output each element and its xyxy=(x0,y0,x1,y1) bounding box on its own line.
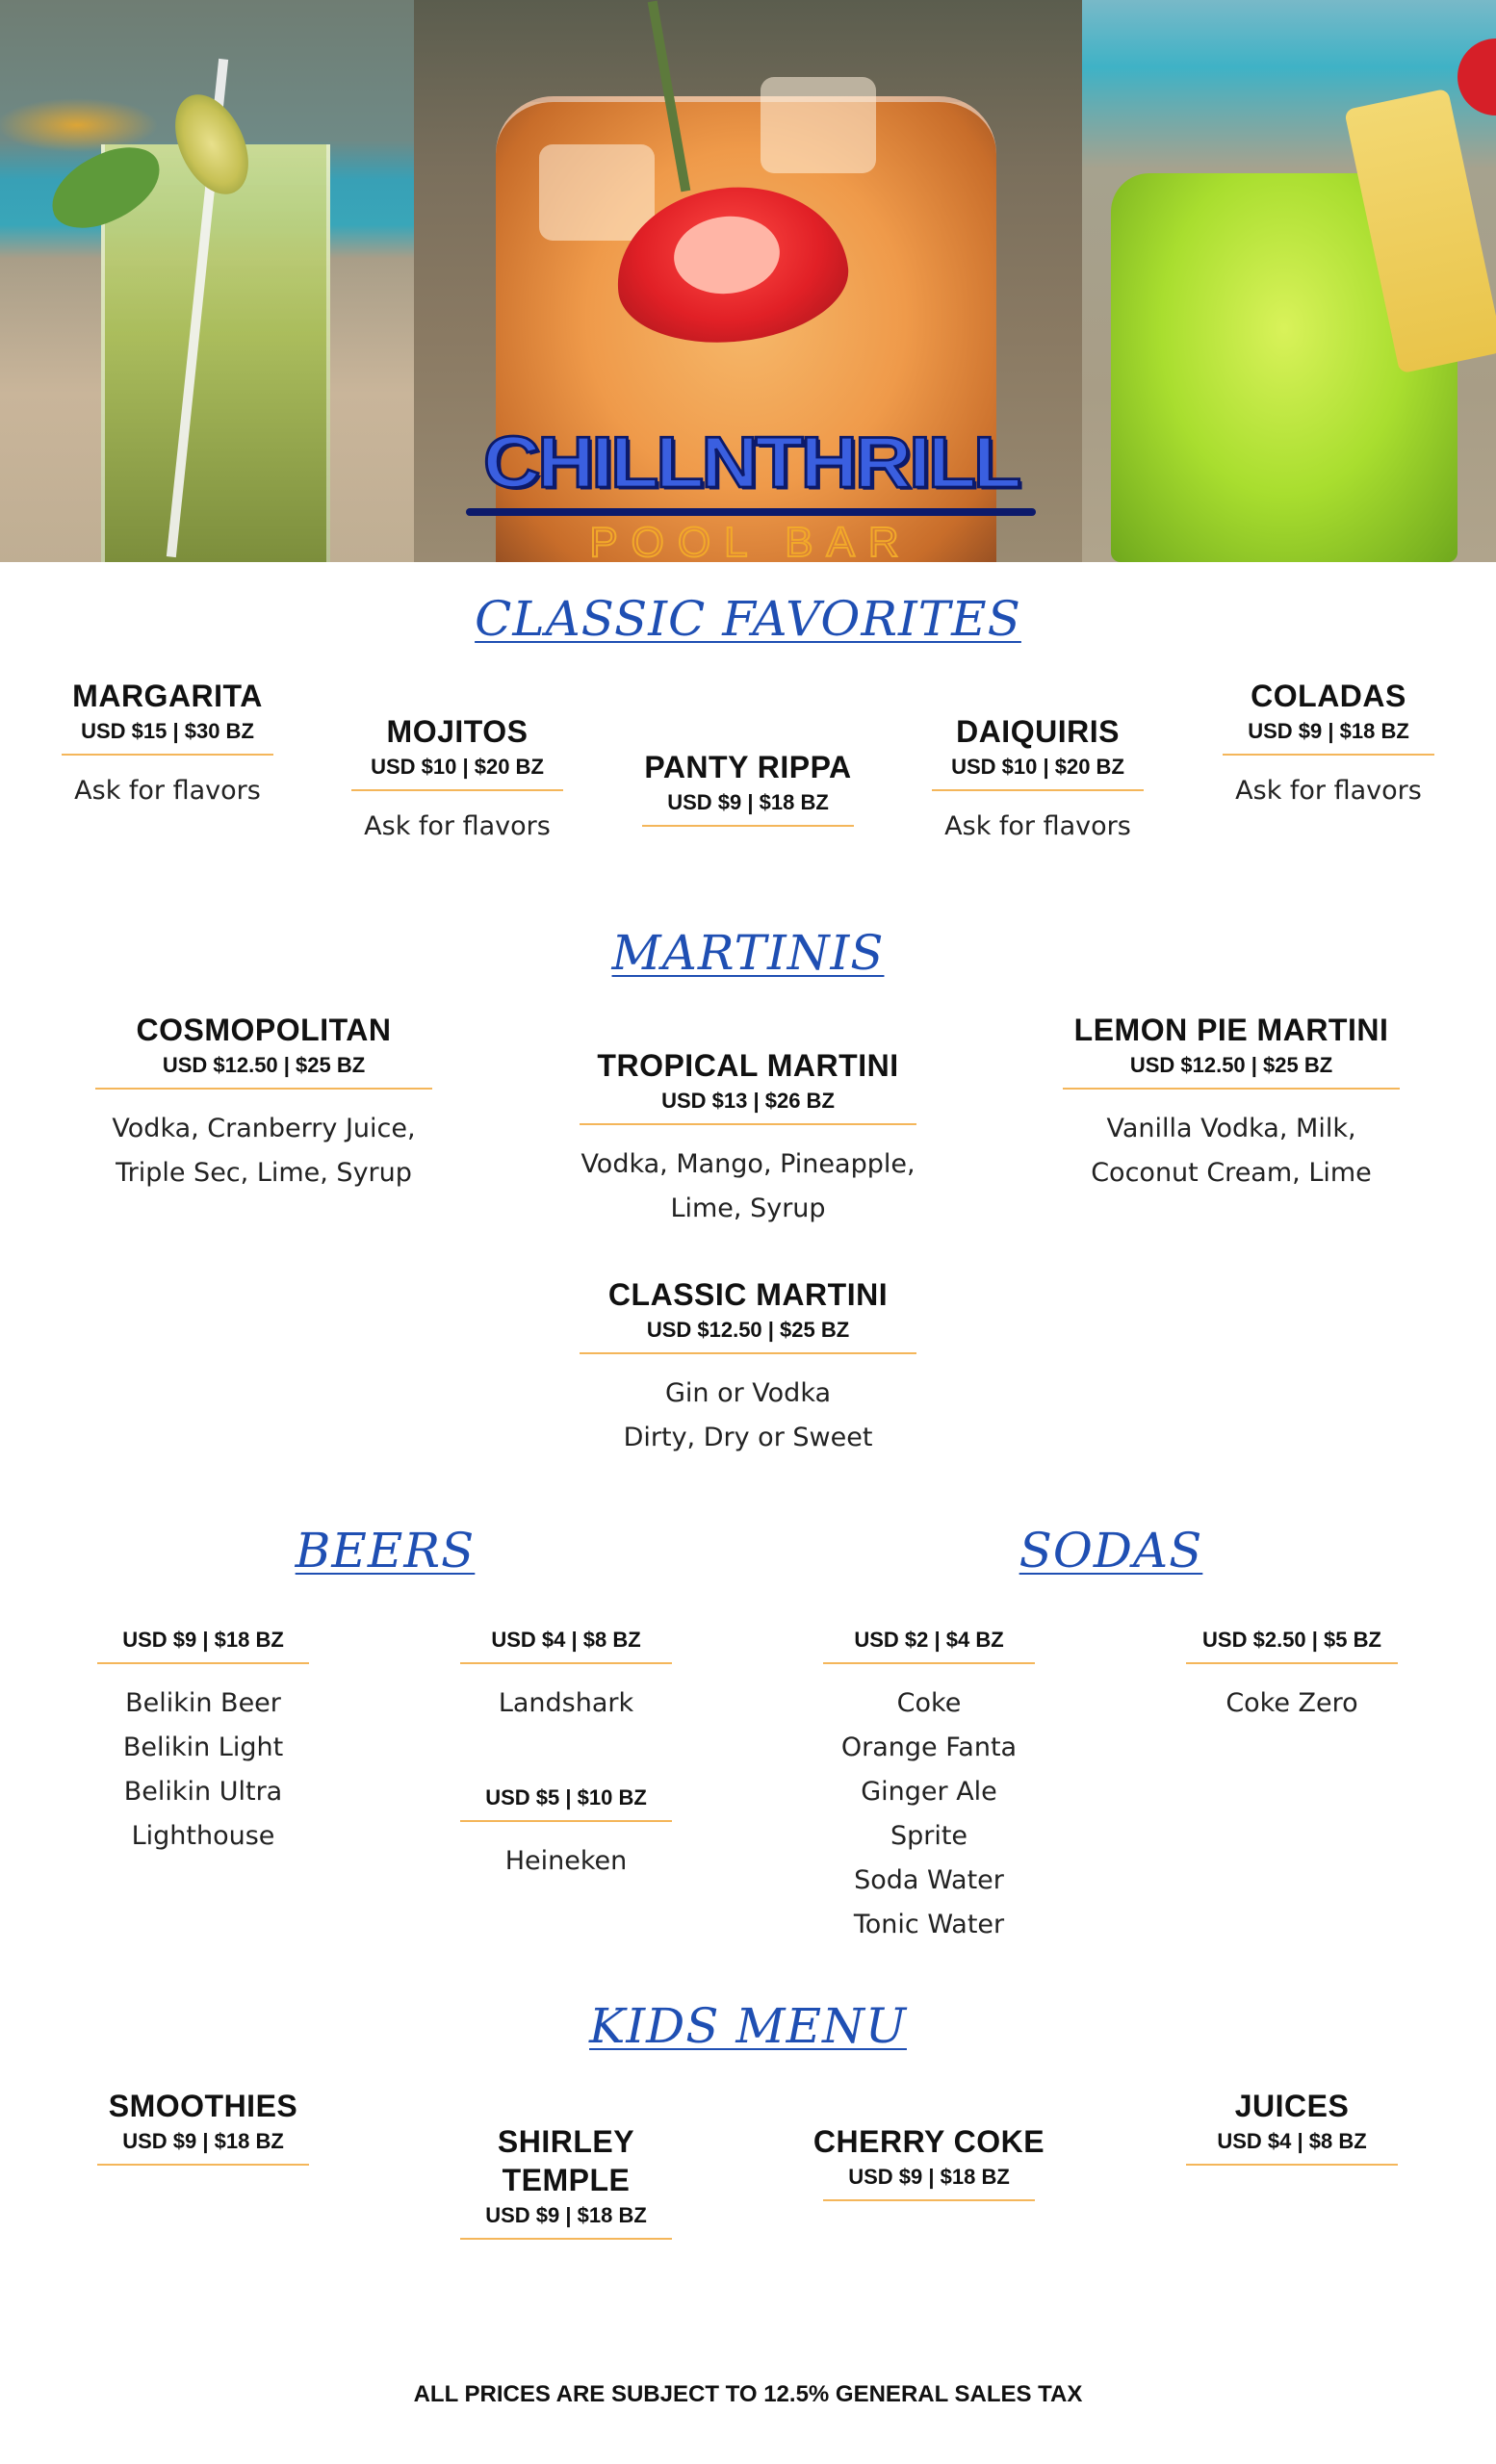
menu-item-margarita xyxy=(62,677,273,813)
item-price: USD $9 | $18 BZ xyxy=(1248,719,1409,743)
list-item: Ginger Ale xyxy=(861,1777,997,1807)
item-price: USD $15 | $30 BZ xyxy=(81,719,254,743)
list-item: Belikin Light xyxy=(122,1732,284,1762)
logo-wordmark: CHILLNTHRILL xyxy=(482,422,1019,503)
group-price: USD $2.50 | $5 BZ xyxy=(1202,1628,1381,1652)
divider xyxy=(97,2164,309,2166)
menu-item-juices xyxy=(1186,2087,1398,2166)
beer-list xyxy=(460,1681,672,1726)
item-price: USD $9 | $18 BZ xyxy=(122,2129,284,2153)
divider xyxy=(460,1662,672,1664)
description-line: Lime, Syrup xyxy=(670,1194,826,1223)
group-price: USD $9 | $18 BZ xyxy=(122,1628,284,1652)
beer-group-5 xyxy=(460,1782,672,1884)
description-line: Gin or Vodka xyxy=(664,1378,832,1408)
item-price: USD $9 | $18 BZ xyxy=(667,790,829,814)
item-description: Ask for flavors xyxy=(74,776,261,806)
header-photo-strip xyxy=(0,0,1496,562)
divider xyxy=(932,789,1144,791)
bar-logo xyxy=(452,424,1049,562)
item-description xyxy=(580,1372,916,1460)
soda-group-2-50 xyxy=(1186,1624,1398,1726)
item-name: JUICES xyxy=(1234,2089,1350,2123)
divider xyxy=(642,825,854,827)
menu-item-mojitos xyxy=(351,712,563,849)
classic-favorites-heading: CLASSIC FAVORITES xyxy=(475,591,1021,647)
menu-item-classic-martini xyxy=(580,1275,916,1460)
list-item: Orange Fanta xyxy=(840,1732,1018,1762)
menu-item-panty-rippa xyxy=(642,748,854,827)
item-name: CHERRY COKE xyxy=(812,2124,1045,2159)
item-price: USD $4 | $8 BZ xyxy=(1217,2129,1367,2153)
ice-cube xyxy=(539,144,655,241)
martinis-heading: MARTINIS xyxy=(611,925,885,981)
item-name: MOJITOS xyxy=(386,714,529,749)
item-description: Ask for flavors xyxy=(364,811,551,841)
divider xyxy=(1186,1662,1398,1664)
item-name: DAIQUIRIS xyxy=(956,714,1120,749)
list-item: Lighthouse xyxy=(131,1821,275,1851)
group-price: USD $5 | $10 BZ xyxy=(485,1785,647,1810)
item-description: Ask for flavors xyxy=(944,811,1131,841)
item-price: USD $9 | $18 BZ xyxy=(848,2165,1010,2189)
soda-group-2 xyxy=(823,1624,1035,1947)
menu-item-lemon-pie-martini xyxy=(1063,1011,1400,1195)
menu-item-cosmopolitan xyxy=(95,1011,432,1195)
list-item: Soda Water xyxy=(854,1865,1004,1895)
beer-list xyxy=(460,1839,672,1884)
divider xyxy=(95,1088,432,1090)
beer-list xyxy=(97,1681,309,1859)
menu-item-daiquiris xyxy=(932,712,1144,849)
beer-group-9 xyxy=(97,1624,309,1859)
divider xyxy=(1223,754,1434,756)
list-item: Coke xyxy=(896,1688,962,1718)
divider xyxy=(580,1352,916,1354)
item-name: PANTY RIPPA xyxy=(644,750,852,784)
sodas-heading: SODAS xyxy=(1019,1523,1203,1578)
divider xyxy=(1186,2164,1398,2166)
menu-item-tropical-martini xyxy=(580,1046,916,1231)
green-cocktail-photo xyxy=(1082,0,1496,562)
sales-tax-notice: ALL PRICES ARE SUBJECT TO 12.5% GENERAL SALES TAX xyxy=(413,2381,1083,2407)
list-item: Belikin Beer xyxy=(125,1688,281,1718)
item-price: USD $9 | $18 BZ xyxy=(485,2203,647,2227)
description-line: Vanilla Vodka, Milk, xyxy=(1106,1114,1356,1143)
divider xyxy=(1063,1088,1400,1090)
group-price: USD $4 | $8 BZ xyxy=(491,1628,641,1652)
item-description xyxy=(95,1107,432,1195)
item-price: USD $10 | $20 BZ xyxy=(951,755,1124,779)
divider xyxy=(460,1820,672,1822)
beers-heading: BEERS xyxy=(295,1523,476,1578)
description-line: Vodka, Mango, Pineapple, xyxy=(580,1149,916,1179)
item-price: USD $13 | $26 BZ xyxy=(661,1089,835,1113)
menu-item-coladas xyxy=(1223,677,1434,813)
list-item: Tonic Water xyxy=(853,1910,1005,1939)
divider xyxy=(62,754,273,756)
group-price: USD $2 | $4 BZ xyxy=(854,1628,1004,1652)
item-description xyxy=(1063,1107,1400,1195)
divider xyxy=(823,2199,1035,2201)
logo-divider xyxy=(466,508,1036,516)
logo-subtitle: POOL BAR xyxy=(589,519,913,562)
item-description: Ask for flavors xyxy=(1235,776,1422,806)
item-price: USD $10 | $20 BZ xyxy=(371,755,544,779)
cherry-garnish xyxy=(1457,38,1496,116)
item-description xyxy=(580,1142,916,1231)
item-name: MARGARITA xyxy=(72,679,263,713)
list-item: Belikin Ultra xyxy=(123,1777,283,1807)
description-line: Coconut Cream, Lime xyxy=(1091,1158,1372,1188)
description-line: Triple Sec, Lime, Syrup xyxy=(116,1158,412,1188)
menu-item-shirley-temple xyxy=(441,2122,691,2240)
item-price: USD $12.50 | $25 BZ xyxy=(1129,1053,1333,1077)
divider xyxy=(580,1123,916,1125)
ice-cube xyxy=(761,77,876,173)
beer-group-4 xyxy=(460,1624,672,1726)
divider xyxy=(97,1662,309,1664)
list-item: Landshark xyxy=(498,1688,634,1718)
description-line: Vodka, Cranberry Juice, xyxy=(112,1114,416,1143)
divider xyxy=(351,789,563,791)
item-name: COLADAS xyxy=(1251,679,1406,713)
item-name: SHIRLEY TEMPLE xyxy=(497,2124,635,2197)
item-name: CLASSIC MARTINI xyxy=(607,1277,889,1312)
divider xyxy=(460,2238,672,2240)
item-name: LEMON PIE MARTINI xyxy=(1073,1013,1389,1047)
item-name: COSMOPOLITAN xyxy=(136,1013,392,1047)
list-item: Heineken xyxy=(504,1846,628,1876)
item-name: SMOOTHIES xyxy=(108,2089,298,2123)
item-name: TROPICAL MARTINI xyxy=(597,1048,899,1083)
description-line: Dirty, Dry or Sweet xyxy=(623,1423,873,1452)
menu-item-cherry-coke xyxy=(804,2122,1054,2201)
menu-item-smoothies xyxy=(97,2087,309,2166)
kids-menu-heading: KIDS MENU xyxy=(589,1998,907,2054)
divider xyxy=(823,1662,1035,1664)
soda-list xyxy=(823,1681,1035,1947)
list-item: Sprite xyxy=(890,1821,968,1851)
item-price: USD $12.50 | $25 BZ xyxy=(646,1318,850,1342)
soda-list xyxy=(1186,1681,1398,1726)
item-price: USD $12.50 | $25 BZ xyxy=(162,1053,366,1077)
mojito-photo xyxy=(0,0,414,562)
list-item: Coke Zero xyxy=(1225,1688,1358,1718)
